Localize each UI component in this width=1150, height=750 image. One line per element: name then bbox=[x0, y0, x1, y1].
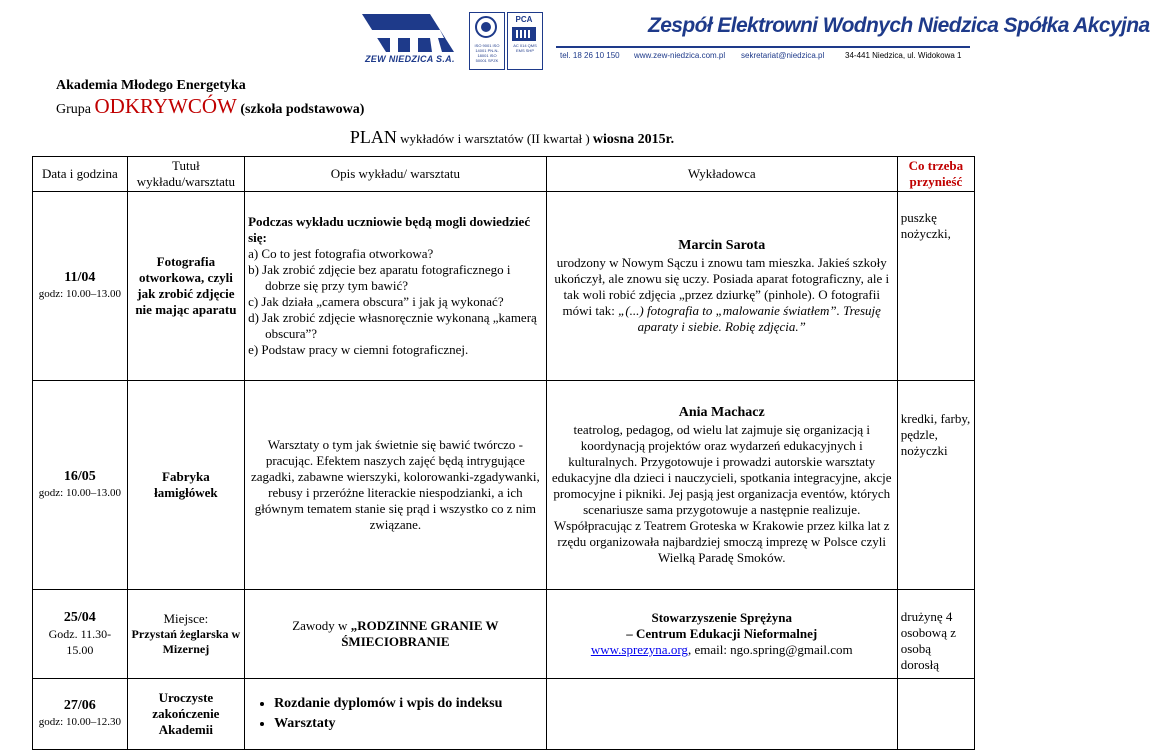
date: 27/06 bbox=[63, 698, 96, 713]
date-cell bbox=[33, 679, 128, 750]
logo-text: ZEW NIEDZICA S.A. bbox=[365, 54, 455, 64]
list-item: b) Jak zrobić zdjęcie bez aparatu fotograficznego i dobrze się przy tym bawić? bbox=[248, 262, 511, 293]
header-date: Data i godzina bbox=[33, 157, 128, 192]
plan-word: PLAN bbox=[349, 127, 397, 147]
desc-list bbox=[248, 246, 543, 358]
lecturer-bio: urodzony w Nowym Sączu i znowu tam mieszka. Jakieś szkoły ukończył, ale znowu się uczy. Posiada aparat fotograficzny, ale i tak woli robić zdjęcia „przez dziurkę” (pinhole). O fotografii mówi tak: bbox=[554, 254, 890, 318]
title-cell: Uroczyste zakończenie Akademii bbox=[127, 679, 244, 750]
contact-email[interactable]: sekretariat@niedzica.pl bbox=[741, 51, 825, 60]
contact-phone: tel. 18 26 10 150 bbox=[560, 51, 620, 60]
place-label: Miejsce: bbox=[163, 611, 209, 626]
iso-certificate-badge bbox=[469, 12, 505, 70]
lecturer-name: Marcin Sarota bbox=[678, 237, 766, 253]
group-line bbox=[56, 94, 364, 119]
time: godz: 10.00–13.00 bbox=[38, 288, 121, 300]
table-row bbox=[33, 192, 975, 381]
contact-address: 34-441 Niedzica, ul. Widokowa 1 bbox=[845, 51, 962, 60]
date: 16/05 bbox=[63, 469, 96, 484]
table-row bbox=[33, 679, 975, 750]
cert-text: ISO 9001 ISO 14001 PN-N-18001 ISO 50001 SPZK bbox=[474, 43, 500, 63]
lecturer-email: , email: ngo.spring@gmail.com bbox=[687, 642, 853, 657]
header-lecturer: Wykładowca bbox=[546, 157, 897, 192]
time: godz: 10.00–13.00 bbox=[38, 487, 121, 499]
bring-cell: kredki, farby, pędzle, nożyczki bbox=[897, 381, 974, 590]
pca-certificate-badge bbox=[507, 12, 543, 70]
desc-intro: Podczas wykładu uczniowie będą mogli dowiedzieć się: bbox=[248, 214, 531, 245]
company-name: Zespół Elektrowni Wodnych Niedzica Spółka Akcyjna bbox=[648, 14, 1150, 37]
title-cell: Fabryka łamigłówek bbox=[127, 381, 244, 590]
schedule-table bbox=[32, 156, 975, 750]
lecturer-bio: teatrolog, pedagog, od wielu lat zajmuje się organizacją i koordynacją projektów oraz wydarzeń edukacyjnych i kulturalnych. Przygotowuje i prowadzi autorskie warsztaty edukacyjne dla dzieci i nauczycieli, spotkania integracyjne, akcje promocyjne i pikniki. Jej pasją jest organizacja eventów, których scenariusze sama przygotowuje a następnie realizuje. Współpracując z Teatrem Groteska w Krakowie przez kilka lat z rzędu organizowała najbardziej smoczą imprezę w Polsce czyli Wielką Paradę Smoków. bbox=[551, 421, 892, 565]
plan-season: wiosna 2015r. bbox=[592, 132, 675, 147]
bring-cell: drużynę 4 osobową z osobą dorosłą bbox=[897, 590, 974, 679]
date: 11/04 bbox=[64, 270, 96, 285]
lecturer-cell bbox=[546, 679, 897, 750]
lecturer-cell bbox=[546, 590, 897, 679]
list-item: • Rozdanie dyplomów i wpis do indeksu bbox=[274, 694, 543, 714]
group-school: (szkoła podstawowa) bbox=[236, 102, 365, 117]
list-item: c) Jak działa „camera obscura” i jak ją wykonać? bbox=[248, 294, 504, 309]
header-title: Tutuł wykładu/warsztatu bbox=[127, 157, 244, 192]
date-cell bbox=[33, 590, 128, 679]
lecturer-org: – Centrum Edukacji Nieformalnej bbox=[626, 626, 818, 641]
title-cell: Fotografia otworkowa, czyli jak zrobić zdjęcie nie mając aparatu bbox=[127, 192, 244, 381]
date-cell bbox=[33, 192, 128, 381]
bring-cell bbox=[897, 679, 974, 750]
header-bring: Co trzeba przynieść bbox=[897, 157, 974, 192]
plan-text: wykładów i warsztatów (II kwartał ) bbox=[396, 131, 593, 146]
lecturer-name: Ania Machacz bbox=[678, 404, 765, 420]
group-name: ODKRYWCÓW bbox=[94, 94, 237, 118]
header-divider bbox=[556, 46, 970, 48]
pca-text: AC 014 QMS EMS SHP bbox=[513, 43, 537, 53]
header-desc: Opis wykładu/ warsztatu bbox=[245, 157, 547, 192]
desc-list bbox=[248, 694, 543, 734]
plan-heading bbox=[0, 127, 1024, 148]
pca-grid-icon bbox=[512, 27, 536, 41]
lecturer-link[interactable]: www.sprezyna.org bbox=[590, 642, 688, 657]
desc-bold: „RODZINNE GRANIE W ŚMIECIOBRANIE bbox=[341, 618, 499, 649]
place: Przystań żeglarska w Mizernej bbox=[131, 627, 241, 656]
table-row bbox=[33, 590, 975, 679]
academy-title: Akademia Młodego Energetyka bbox=[56, 78, 246, 93]
list-item: e) Podstaw pracy w ciemni fotograficznej. bbox=[248, 342, 469, 357]
description-cell bbox=[245, 192, 547, 381]
desc-prefix: Zawody w bbox=[292, 618, 351, 633]
date-cell bbox=[33, 381, 128, 590]
time: godz: 10.00–12.30 bbox=[38, 716, 121, 728]
description-cell: Warsztaty o tym jak świetnie się bawić twórczo - pracując. Efektem naszych zajęć będą intrygujące zagadki, zabawne wierszyki, kolorowanki-zgadywanki, rebusy i przeróżne literackie niespodzianki, a ich głównym tematem stanie się prąd i wszystko co z nim związane. bbox=[245, 381, 547, 590]
table-header-row bbox=[33, 157, 975, 192]
bring-cell: puszkę nożyczki, bbox=[897, 192, 974, 381]
list-item: a) Co to jest fotografia otworkowa? bbox=[248, 246, 434, 261]
pca-label: PCA bbox=[511, 15, 537, 25]
contact-website[interactable]: www.zew-niedzica.com.pl bbox=[634, 51, 726, 60]
list-item: d) Jak zrobić zdjęcie własnoręcznie wykonaną „kamerą obscura”? bbox=[248, 310, 537, 341]
group-label: Grupa bbox=[56, 102, 95, 117]
date: 25/04 bbox=[63, 610, 96, 625]
lecturer-name: Stowarzyszenie Sprężyna bbox=[651, 610, 792, 625]
lecturer-cell bbox=[546, 192, 897, 381]
place-cell bbox=[127, 590, 244, 679]
certificate-seal-icon bbox=[475, 16, 497, 38]
list-item: • Warsztaty bbox=[274, 714, 543, 734]
table-row bbox=[33, 381, 975, 590]
description-cell bbox=[245, 590, 547, 679]
description-cell bbox=[245, 679, 547, 750]
lecturer-cell bbox=[546, 381, 897, 590]
lecturer-quote: „(...) fotografia to „malowanie światłem”. Tresuję aparaty i siebie. Robię zdjęcia.” bbox=[618, 302, 881, 334]
time: Godz. 11.30-15.00 bbox=[48, 627, 112, 657]
